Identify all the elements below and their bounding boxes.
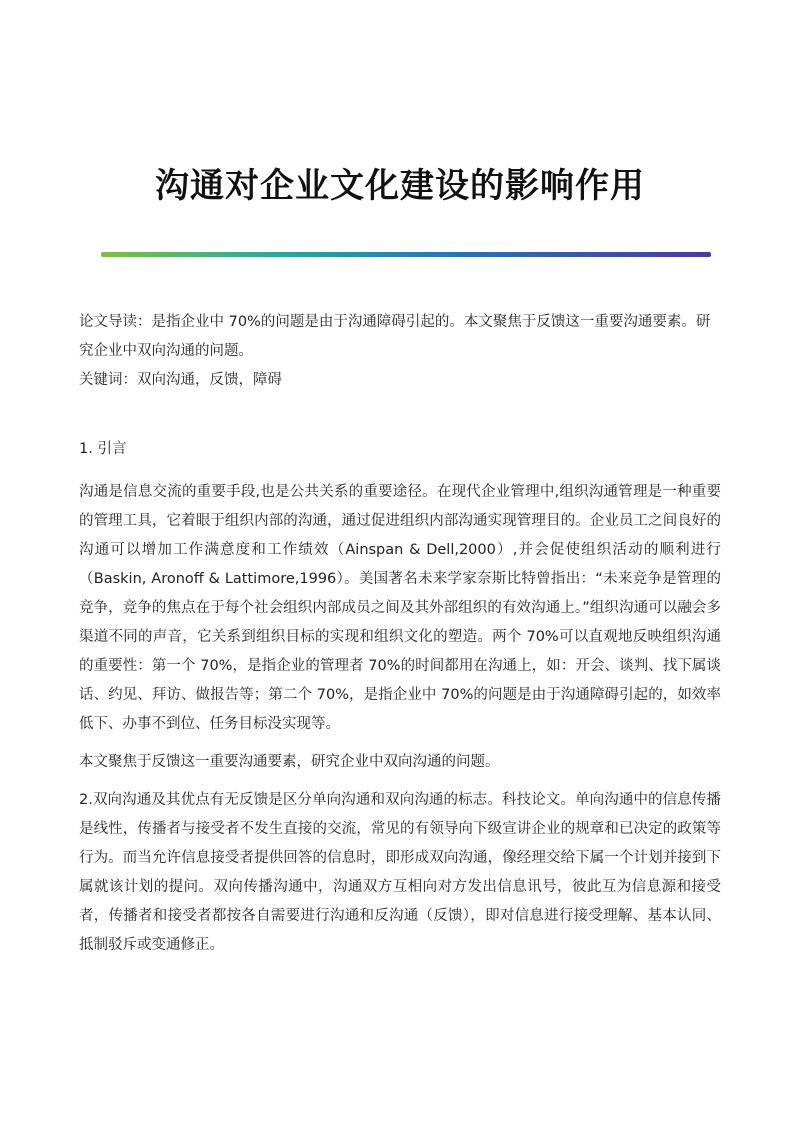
title-divider xyxy=(101,252,711,257)
paragraph-two-way: 2.双向沟通及其优点有无反馈是区分单向沟通和双向沟通的标志。科技论文。单向沟通中的信息传播是线性，传播者与接受者不发生直接的交流，常见的有领导向下级宣讲企业的规章和已决定的政策等行为。而当允许信息接受者提供回答的信息时，即形成双向沟通，像经理交给下属一个计划并接到下属就该计划的提问。双向传播沟通中，沟通双方互相向对方发出信息讯号，彼此互为信息源和接受者，传播者和接受者都按各自需要进行沟通和反沟通（反馈），即对信息进行接受理解、基本认同、抵制驳斥或变通修正。 xyxy=(79,792,721,953)
document-body xyxy=(79,308,721,969)
keywords xyxy=(79,366,721,395)
paragraph-focus: 本文聚焦于反馈这一重要沟通要素，研究企业中双向沟通的问题。 xyxy=(79,754,500,770)
keywords-text: 双向沟通，反馈，障碍 xyxy=(137,372,282,388)
keywords-label: 关键词： xyxy=(79,372,137,388)
abstract-label: 论文导读： xyxy=(79,314,152,330)
document-title: 沟通对企业文化建设的影响作用 xyxy=(155,166,645,206)
paragraph-intro: 沟通是信息交流的重要手段,也是公共关系的重要途径。在现代企业管理中,组织沟通管理是一种重要的管理工具，它着眼于组织内部的沟通，通过促进组织内部沟通实现管理目的。企业员工之间良好的沟通可以增加工作满意度和工作绩效（Ainspan & Dell,2000）,并会促使组织活动的顺利进行（Baskin, Aronoff & Lattimore,1996）。美国著名未来学家奈斯比特曾指出：“未来竞争是管理的竞争，竞争的焦点在于每个社会组织内部成员之间及其外部组织的有效沟通上。”组织沟通可以融会多渠道不同的声音，它关系到组织目标的实现和组织文化的塑造。两个 70%可以直观地反映组织沟通的重要性：第一个 70%，是指企业的管理者 70%的时间都用在沟通上，如：开会、谈判、找下属谈话、约见、拜访、做报告等；第二个 70%，是指企业中 70%的问题是由于沟通障碍引起的，如效率低下、办事不到位、任务目标没实现等。 xyxy=(79,484,721,732)
abstract xyxy=(79,308,721,366)
section-heading: 1. 引言 xyxy=(79,441,127,457)
abstract-text: 是指企业中 70%的问题是由于沟通障碍引起的。本文聚焦于反馈这一重要沟通要素。研究企业中双向沟通的问题。 xyxy=(79,314,711,359)
